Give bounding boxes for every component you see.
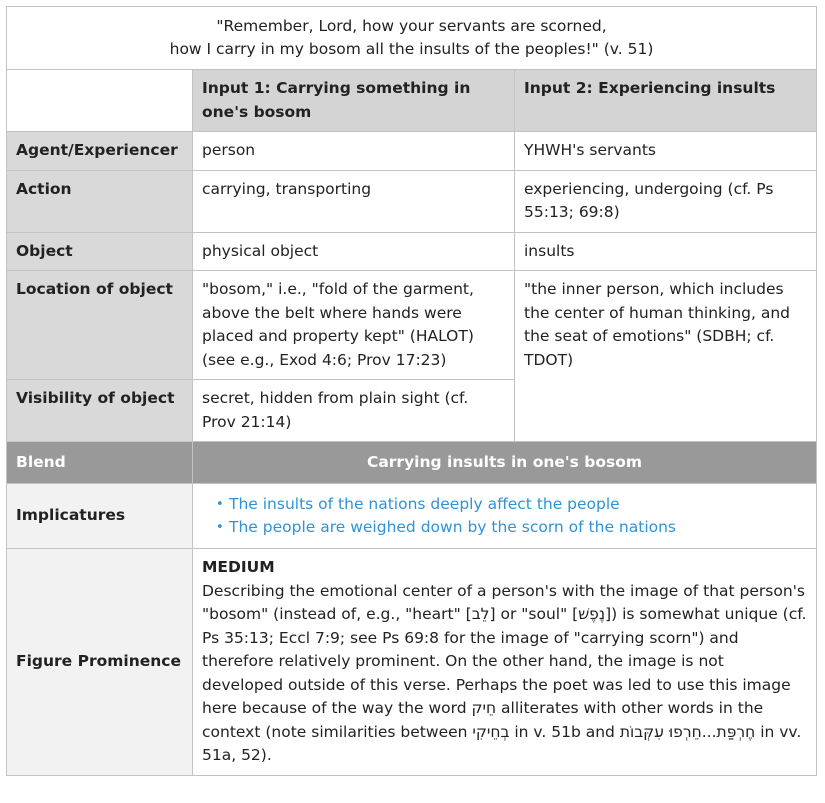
figure-analysis-table-wrap <box>6 6 817 776</box>
bullet-icon: • <box>216 520 224 535</box>
input1-cell: secret, hidden from plain sight (cf. Prov 21:14) <box>193 380 515 442</box>
implicature-text: The people are weighed down by the scorn of the nations <box>229 518 677 536</box>
header-row <box>7 70 817 132</box>
prominence-cell <box>193 549 817 776</box>
figure-analysis-table <box>6 6 817 776</box>
table-row <box>7 232 817 271</box>
implicatures-cell <box>193 484 817 549</box>
blend-title: Carrying insults in one's bosom <box>193 442 817 484</box>
input2-cell: insults <box>515 232 817 271</box>
input1-header: Input 1: Carrying something in one's bosom <box>193 70 515 132</box>
implicatures-list <box>202 493 807 540</box>
blend-label: Blend <box>7 442 193 484</box>
prominence-label: Figure Prominence <box>7 549 193 776</box>
table-row <box>7 271 817 380</box>
quote-line-2: how I carry in my bosom all the insults of the peoples!" (v. 51) <box>169 40 654 58</box>
input1-cell: "bosom," i.e., "fold of the garment, above the belt where hands were placed and property kept" (HALOT) (see e.g., Exod 4:6; Prov 17:23) <box>193 271 515 380</box>
implicatures-label: Implicatures <box>7 484 193 549</box>
prominence-row <box>7 549 817 776</box>
row-label: Action <box>7 170 193 232</box>
row-label: Location of object <box>7 271 193 380</box>
blend-row <box>7 442 817 484</box>
prominence-text: Describing the emotional center of a person's with the image of that person's "bosom" (instead of, e.g., "heart" [לֵב] or "soul" [נֶפֶשׁ]) is somewhat unique (cf. Ps 35:13; Eccl 7:9; see Ps 69:8 for the image of "carrying scorn") and therefore relatively prominent. On the other hand, the image is not developed outside of this verse. Perhaps the poet was led to use this image here because of the way the word חֵיק alliterates with other words in the context (note similarities between בְחֵיקִי in v. 51b and חֶרְפַּת...חֵרְפוּ עִקְּבוֹת in vv. 51a, 52). <box>202 581 807 764</box>
input2-cell: YHWH's servants <box>515 132 817 171</box>
quote-cell <box>7 7 817 70</box>
bullet-icon: • <box>216 496 224 512</box>
prominence-level: MEDIUM <box>202 558 275 576</box>
quote-line-1: "Remember, Lord, how your servants are scorned, <box>216 16 607 35</box>
input1-cell: carrying, transporting <box>193 170 515 232</box>
table-row <box>7 132 817 171</box>
input1-cell: physical object <box>193 232 515 271</box>
list-item <box>218 493 807 517</box>
row-label: Agent/Experiencer <box>7 132 193 171</box>
table-row <box>7 170 817 232</box>
row-label: Object <box>7 232 193 271</box>
implicature-text: The insults of the nations deeply affect the people <box>229 494 620 513</box>
input1-cell: person <box>193 132 515 171</box>
quote-row <box>7 7 817 70</box>
header-empty-cell <box>7 70 193 132</box>
input2-cell: "the inner person, which includes the center of human thinking, and the seat of emotions" (SDBH; cf. TDOT) <box>515 271 817 442</box>
list-item <box>218 516 807 540</box>
input2-cell: experiencing, undergoing (cf. Ps 55:13; 69:8) <box>515 170 817 232</box>
row-label: Visibility of object <box>7 380 193 442</box>
implicatures-row <box>7 484 817 549</box>
input2-header: Input 2: Experiencing insults <box>515 70 817 132</box>
